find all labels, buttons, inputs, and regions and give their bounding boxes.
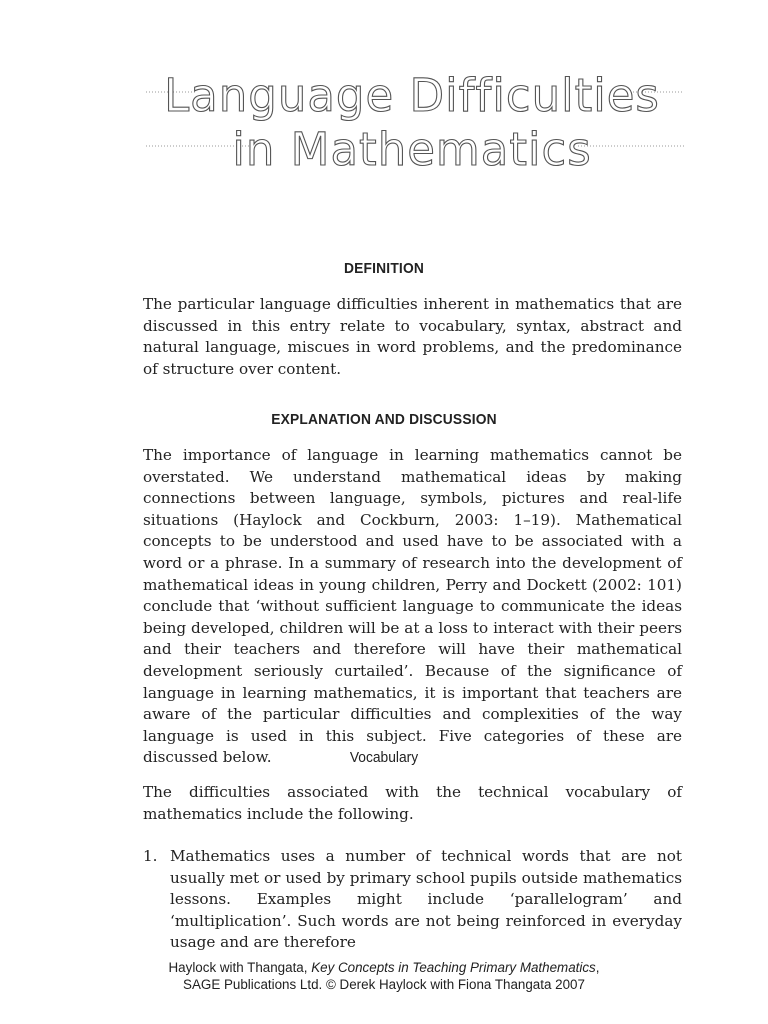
list-item — [143, 846, 682, 954]
vocabulary-intro: The difficulties associated with the technical vocabulary of mathematics include the following. — [143, 783, 682, 823]
explanation-heading: EXPLANATION AND DISCUSSION — [271, 411, 497, 428]
footer — [0, 959, 768, 993]
title-line-2 — [0, 122, 768, 178]
footer-book-title: Key Concepts in Teaching Primary Mathematics — [311, 960, 596, 975]
title-line-1-graphic — [0, 68, 768, 124]
definition-heading: DEFINITION — [343, 260, 425, 277]
title-line-1 — [0, 68, 768, 124]
list-item-number: 1. — [143, 847, 158, 865]
title-line-2-graphic — [0, 122, 768, 178]
footer-authors: Haylock with Thangata, — [168, 960, 312, 975]
title-text-2: in Mathematics — [232, 123, 592, 176]
title-text-1: Language Difficulties — [164, 69, 660, 122]
definition-paragraph: The particular language difficulties inherent in mathematics that are discussed in this entry relate to vocabulary, syntax, abstract and natural language, miscues in word problems, and the predominance of structure over content. — [143, 295, 682, 378]
footer-comma: , — [595, 960, 600, 975]
vocabulary-list — [143, 846, 682, 954]
footer-line-1 — [0, 959, 768, 976]
footer-line-2: SAGE Publications Ltd. © Derek Haylock with Fiona Thangata 2007 — [183, 977, 585, 992]
explanation-paragraph: The importance of language in learning mathematics cannot be overstated. We understand mathematical ideas by making connections between language, symbols, pictures and real-life situations (Haylock and Cockburn, 2003: 1–19). Mathematical concepts to be understood and used have to be associated with a word or a phrase. In a summary of research into the development of mathematical ideas in young children, Perry and Dockett (2002: 101) conclude that ‘without sufficient language to communicate the ideas being developed, children will be at a loss to interact with their peers and their teachers and therefore will have their mathematical development seriously curtailed’. Because of the significance of language in learning mathematics, it is important that teachers are aware of the particular difficulties and complexities of the way language is used in this subject. Five categories of these are discussed below. — [143, 446, 682, 767]
vocabulary-heading: Vocabulary — [349, 749, 419, 766]
list-item-text: Mathematics uses a number of technical words that are not usually met or used by primary school pupils outside mathematics lessons. Examples might include ‘parallelogram’ and ‘multiplication’. Such words are not being reinforced in everyday usage and are therefore — [170, 847, 682, 952]
